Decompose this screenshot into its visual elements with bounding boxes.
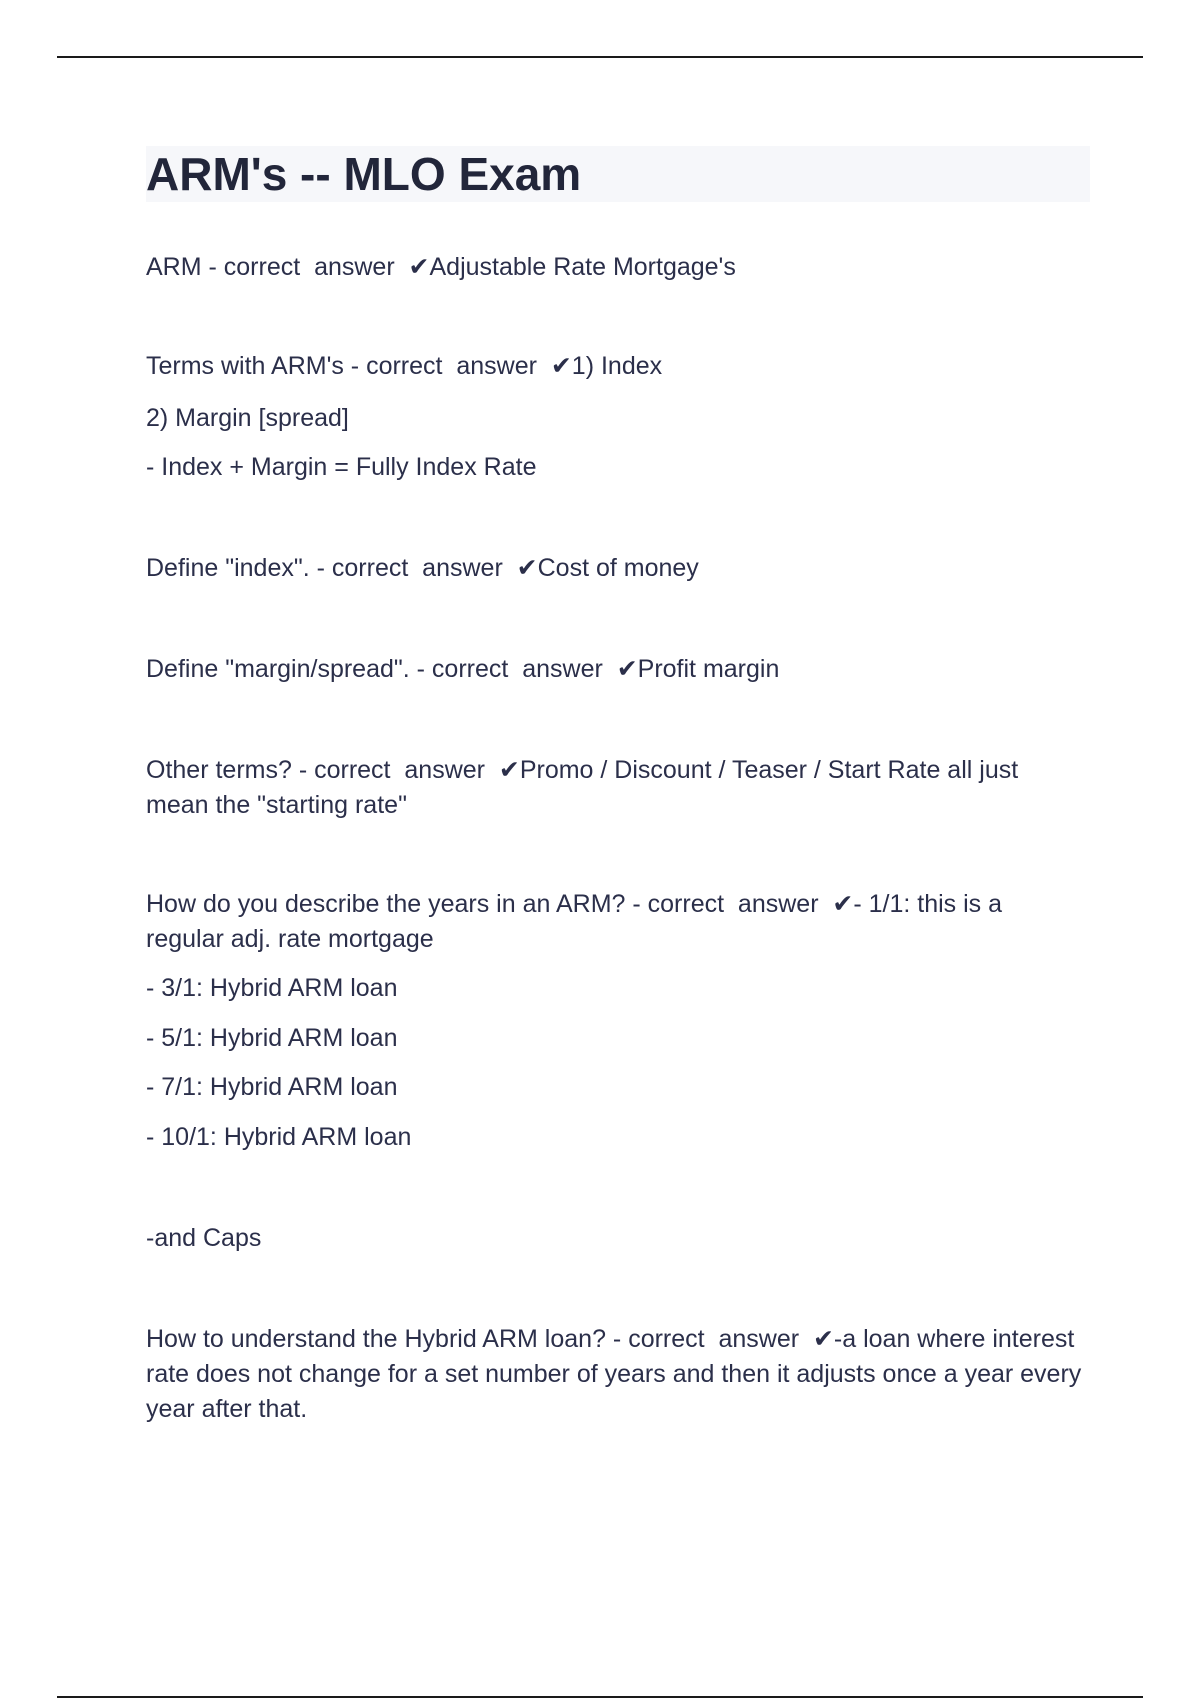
qa-and-caps: -and Caps bbox=[146, 1224, 262, 1252]
qa-terms-margin-line: 2) Margin [spread] bbox=[146, 404, 349, 432]
top-rule bbox=[57, 56, 1143, 58]
qa-years-7-1: - 7/1: Hybrid ARM loan bbox=[146, 1073, 398, 1101]
qa-arm-definition: ARM - correct answer ✔Adjustable Rate Mortgage's bbox=[146, 253, 736, 281]
document-title: ARM's -- MLO Exam bbox=[146, 148, 582, 200]
qa-hybrid-arm-loan: How to understand the Hybrid ARM loan? - correct answer ✔-a loan where interest rate does not change for a set number of years and then it adjusts once a year every year after that. bbox=[146, 1325, 1089, 1423]
qa-other-terms: Other terms? - correct answer ✔Promo / Discount / Teaser / Start Rate all just mean the "starting rate" bbox=[146, 756, 1026, 819]
qa-define-margin-spread: Define "margin/spread". - correct answer ✔Profit margin bbox=[146, 655, 780, 683]
qa-years-10-1: - 10/1: Hybrid ARM loan bbox=[146, 1123, 412, 1151]
qa-define-index: Define "index". - correct answer ✔Cost of money bbox=[146, 554, 699, 582]
qa-years-5-1: - 5/1: Hybrid ARM loan bbox=[146, 1024, 398, 1052]
bottom-rule bbox=[57, 1696, 1143, 1698]
qa-terms-with-arms: Terms with ARM's - correct answer ✔1) Index bbox=[146, 352, 663, 380]
qa-years-3-1: - 3/1: Hybrid ARM loan bbox=[146, 974, 398, 1002]
qa-terms-formula-line: - Index + Margin = Fully Index Rate bbox=[146, 453, 537, 481]
qa-describe-years: How do you describe the years in an ARM? - correct answer ✔- 1/1: this is a regular adj. rate mortgage bbox=[146, 890, 1009, 953]
